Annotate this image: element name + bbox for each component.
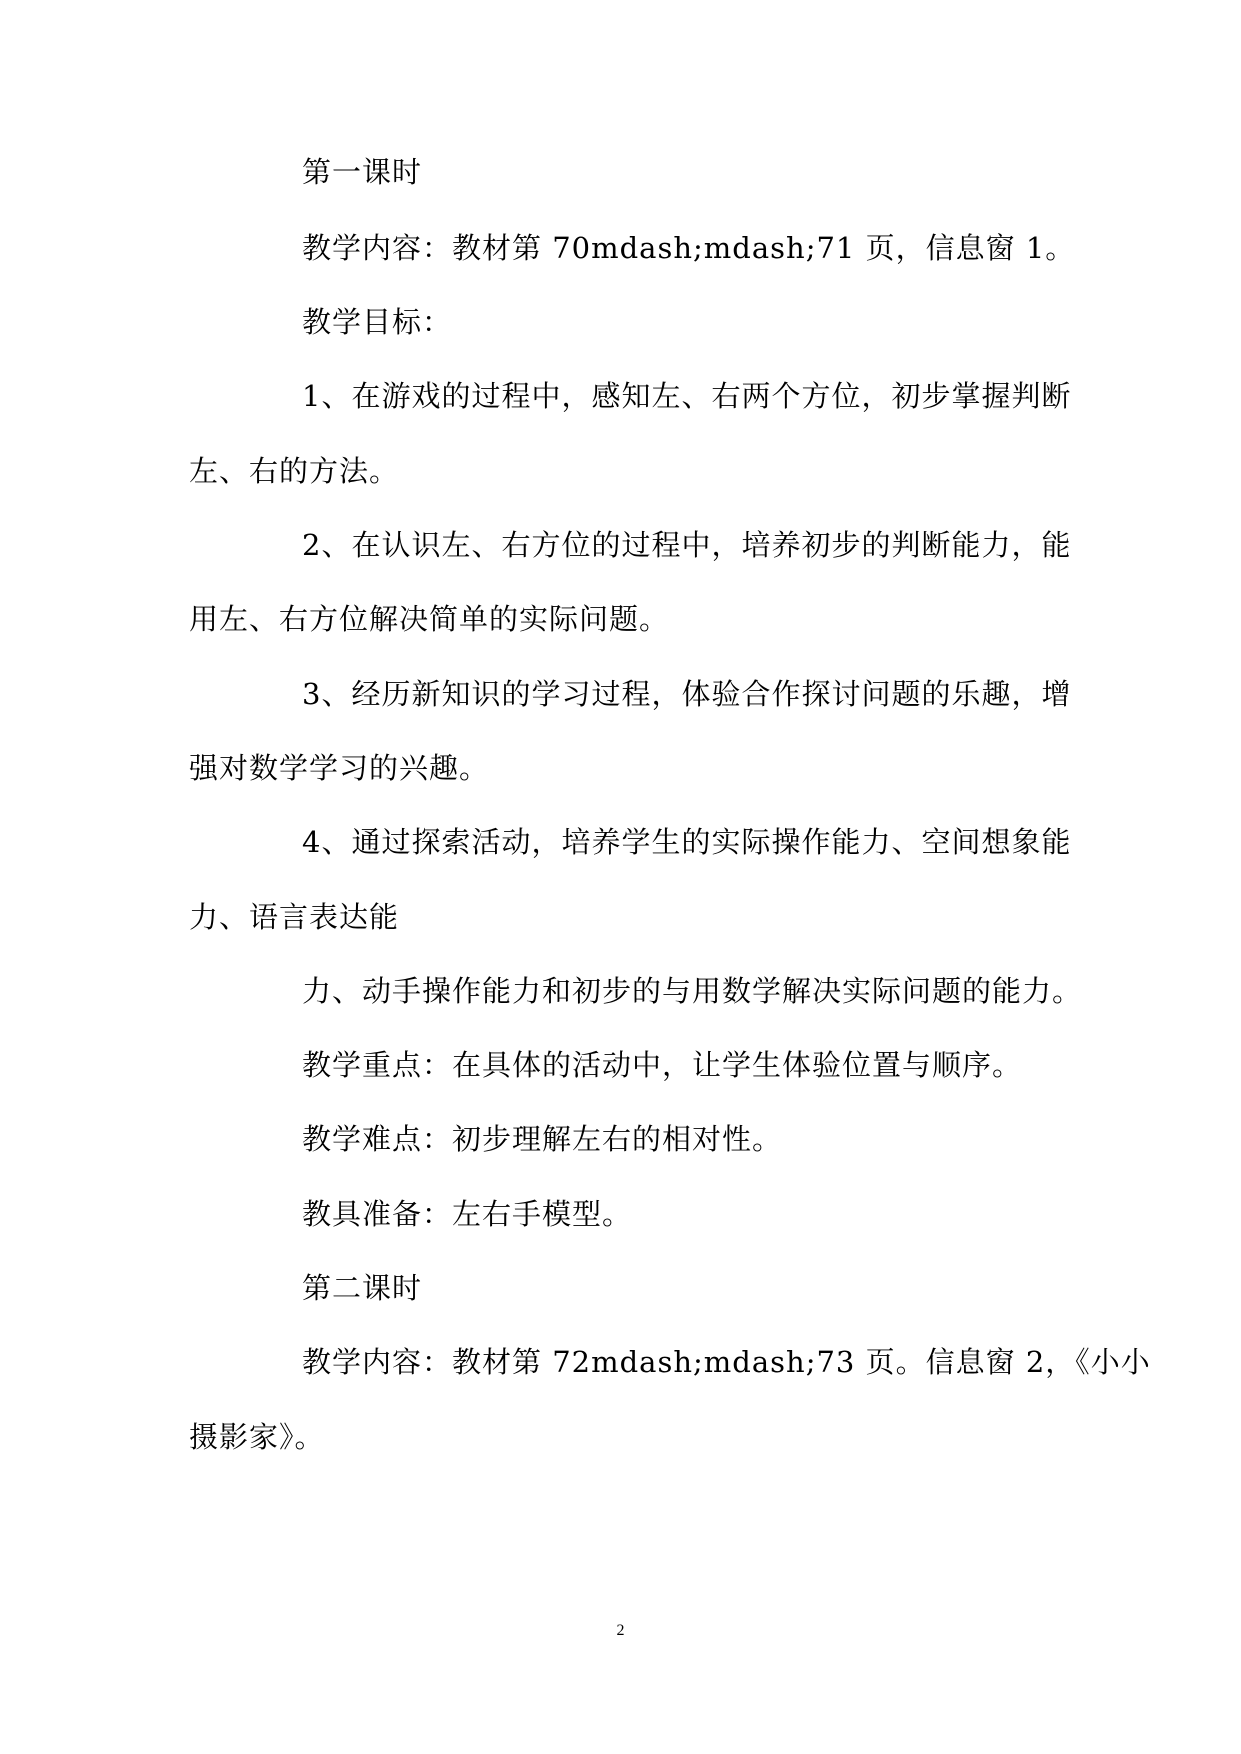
lesson-one-heading: 第一课时 (302, 155, 423, 189)
teaching-aids: 教具准备：左右手模型。 (302, 1197, 633, 1231)
objective-4-line-1: 4、通过探索活动，培养学生的实际操作能力、空间想象能 (302, 825, 1072, 859)
lesson-two-content-line-2: 摄影家》。 (189, 1420, 325, 1454)
difficult-point: 教学难点：初步理解左右的相对性。 (302, 1122, 783, 1156)
lesson-two-heading: 第二课时 (302, 1271, 423, 1305)
page-number: 2 (616, 1622, 625, 1639)
lesson-one-content: 教学内容：教材第 70mdash;mdash;71 页，信息窗 1。 (302, 231, 1076, 265)
objective-1-line-1: 1、在游戏的过程中，感知左、右两个方位，初步掌握判断 (302, 379, 1072, 413)
objective-3-line-1: 3、经历新知识的学习过程，体验合作探讨问题的乐趣，增 (302, 677, 1072, 711)
objective-4-line-2: 力、语言表达能 (189, 900, 400, 934)
objective-4-line-3: 力、动手操作能力和初步的与用数学解决实际问题的能力。 (302, 974, 1083, 1008)
objective-1-line-2: 左、右的方法。 (189, 454, 400, 488)
objectives-heading: 教学目标： (302, 305, 453, 339)
key-point: 教学重点：在具体的活动中，让学生体验位置与顺序。 (302, 1048, 1023, 1082)
lesson-two-content-line-1: 教学内容：教材第 72mdash;mdash;73 页。信息窗 2，《小小 (302, 1345, 1151, 1379)
objective-2-line-1: 2、在认识左、右方位的过程中，培养初步的判断能力，能 (302, 528, 1072, 562)
objective-3-line-2: 强对数学学习的兴趣。 (189, 751, 490, 785)
objective-2-line-2: 用左、右方位解决简单的实际问题。 (189, 602, 670, 636)
